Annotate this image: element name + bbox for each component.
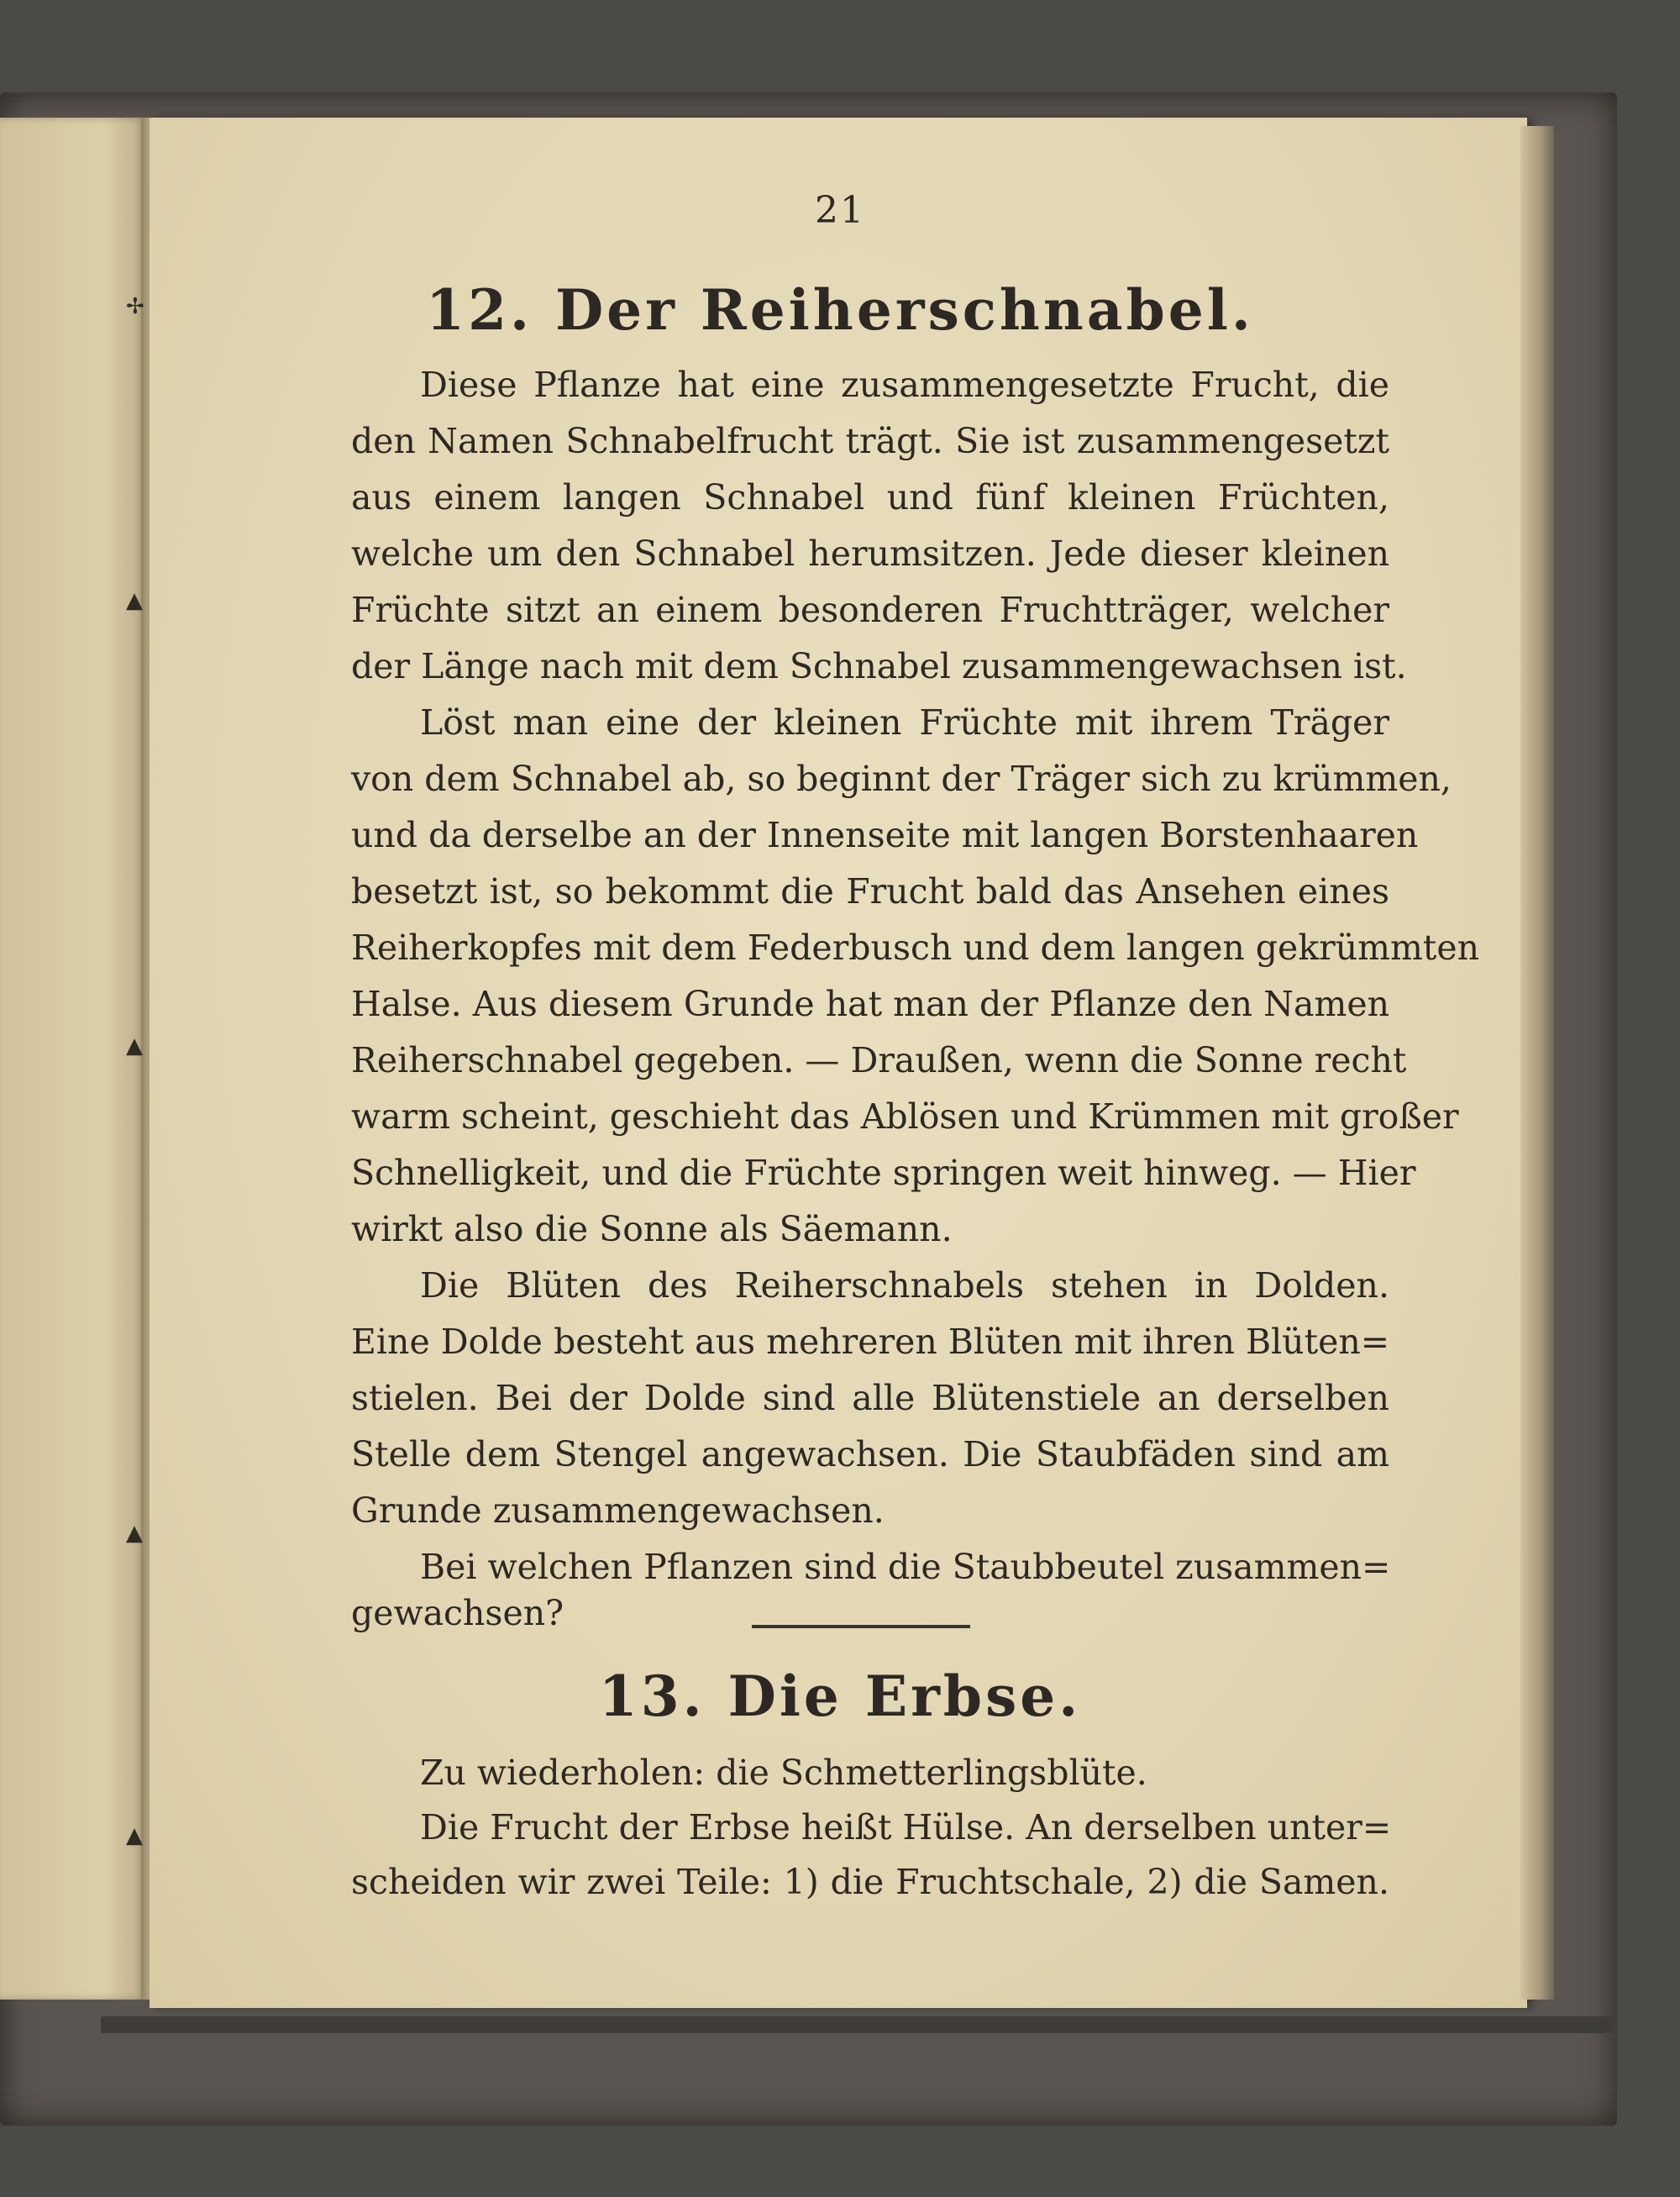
text-line: Die Blüten des Reiherschnabels stehen in Dolden. — [420, 1265, 1389, 1306]
binding-stitch: ▲ — [126, 1033, 143, 1059]
text-line: und da derselbe an der Innenseite mit langen Borstenhaaren — [351, 815, 1419, 855]
text-line: der Länge nach mit dem Schnabel zusammengewachsen ist. — [351, 646, 1407, 686]
section-heading-13: 13. Die Erbse. — [598, 1664, 1082, 1729]
text-line: Bei welchen Pflanzen sind die Staubbeutel zusammen= — [420, 1547, 1391, 1587]
binding-stitch: ▲ — [126, 1823, 143, 1848]
text-line: Die Frucht der Erbse heißt Hülse. An derselben unter= — [420, 1807, 1392, 1847]
section-heading-12: 12. Der Reiherschnabel. — [426, 277, 1254, 343]
text-line: wirkt also die Sonne als Säemann. — [351, 1209, 953, 1249]
text-line: Grunde zusammengewachsen. — [351, 1490, 885, 1531]
binding-stitch: ✢ — [126, 294, 144, 319]
text-line: Diese Pflanze hat eine zusammengesetzte Frucht, die — [420, 365, 1389, 405]
text-line: stielen. Bei der Dolde sind alle Blütenstiele an derselben — [351, 1378, 1389, 1418]
text-line: Reiherschnabel gegeben. — Draußen, wenn die Sonne recht — [351, 1040, 1407, 1080]
page-number: 21 — [815, 189, 865, 232]
text-line: Schnelligkeit, und die Früchte springen weit hinweg. — Hier — [351, 1153, 1416, 1193]
section-divider — [752, 1625, 970, 1628]
text-line: Stelle dem Stengel angewachsen. Die Staubfäden sind am — [351, 1434, 1389, 1474]
binding-stitch: ▲ — [126, 588, 143, 613]
text-line: Halse. Aus diesem Grunde hat man der Pflanze den Namen — [351, 984, 1389, 1024]
text-line: Zu wiederholen: die Schmetterlingsblüte. — [420, 1753, 1147, 1793]
text-line: aus einem langen Schnabel und fünf kleinen Früchten, — [351, 477, 1389, 518]
text-line: Reiherkopfes mit dem Federbusch und dem langen gekrümmten — [351, 928, 1480, 968]
text-line: welche um den Schnabel herumsitzen. Jede dieser kleinen — [351, 533, 1389, 574]
cover-edge — [101, 2016, 1613, 2033]
text-line: Löst man eine der kleinen Früchte mit ihrem Träger — [420, 702, 1389, 743]
text-line: den Namen Schnabelfrucht trägt. Sie ist zusammengesetzt — [351, 421, 1389, 461]
text-line: scheiden wir zwei Teile: 1) die Fruchtschale, 2) die Samen. — [351, 1862, 1389, 1902]
binding-stitch: ▲ — [126, 1521, 143, 1546]
text-line: besetzt ist, so bekommt die Frucht bald das Ansehen eines — [351, 871, 1389, 912]
text-line: Früchte sitzt an einem besonderen Fruchtträger, welcher — [351, 590, 1389, 630]
text-line: warm scheint, geschieht das Ablösen und Krümmen mit großer — [351, 1096, 1459, 1137]
text-line: von dem Schnabel ab, so beginnt der Träger sich zu krümmen, — [351, 759, 1452, 799]
text-line: Eine Dolde besteht aus mehreren Blüten mit ihren Blüten= — [351, 1322, 1390, 1362]
text-line: gewachsen? — [351, 1593, 564, 1633]
